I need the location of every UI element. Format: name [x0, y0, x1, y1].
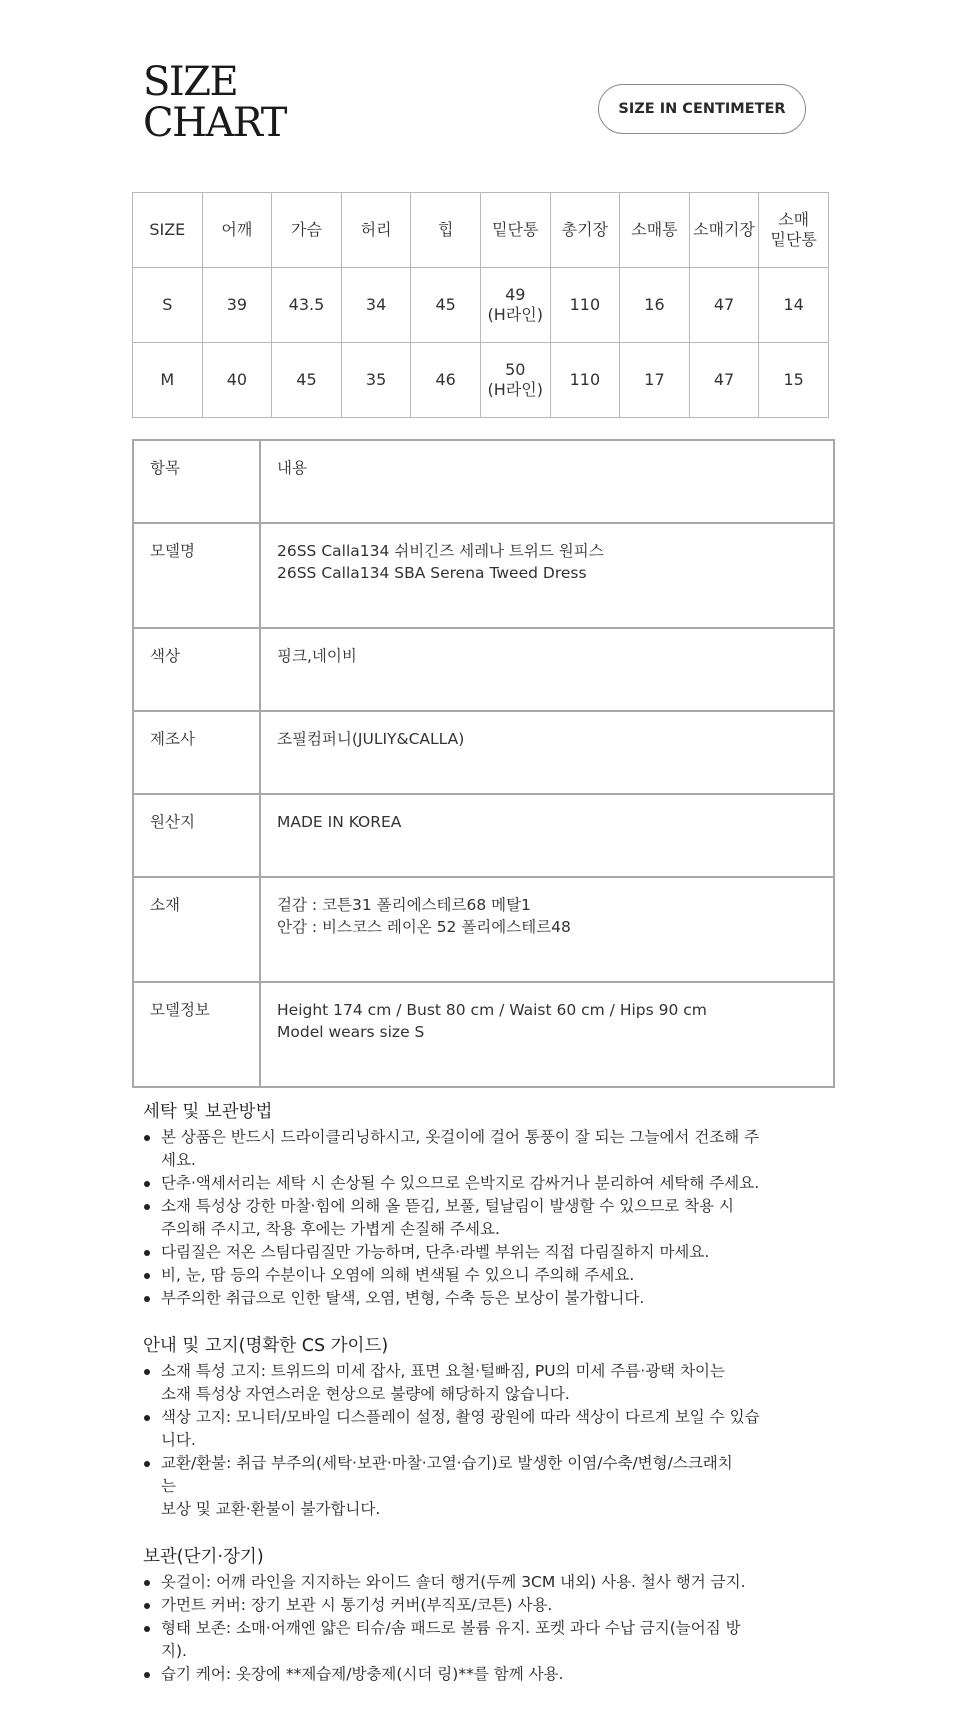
- bullet-list: [143, 1571, 843, 1686]
- section-title: 안내 및 고지(명확한 CS 가이드): [143, 1336, 389, 1356]
- info-row-color: [133, 628, 834, 711]
- size-header-cell: SIZE: [133, 193, 203, 268]
- size-cell: 45: [272, 343, 342, 418]
- list-item: 교환/환불: 취급 부주의(세탁·보관·마찰·고열·습기)로 발생한 이염/수축/변형/스크래치 는 보상 및 교환·환불이 불가합니다.: [143, 1452, 843, 1521]
- info-table-header: [133, 440, 834, 523]
- bullet-icon: [144, 1580, 150, 1586]
- info-key: 모델정보: [133, 982, 260, 1087]
- info-key: 모델명: [133, 523, 260, 628]
- list-item: 부주의한 취급으로 인한 탈색, 오염, 변형, 수축 등은 보상이 불가합니다.: [143, 1287, 843, 1310]
- size-cell: 43.5: [272, 268, 342, 343]
- info-value: 26SS Calla134 쉬비긴즈 세레나 트위드 원피스 26SS Calla134 SBA Serena Tweed Dress: [260, 523, 834, 628]
- bullet-icon: [144, 1204, 150, 1210]
- bullet-list: [143, 1360, 843, 1521]
- info-key: 색상: [133, 628, 260, 711]
- list-item: 본 상품은 반드시 드라이클리닝하시고, 옷걸이에 걸어 통풍이 잘 되는 그늘에서 건조해 주 세요.: [143, 1126, 843, 1172]
- list-item: 형태 보존: 소매·어깨엔 얇은 티슈/솜 패드로 볼륨 유지. 포켓 과다 수납 금지(늘어짐 방 지).: [143, 1617, 843, 1663]
- size-cell: 34: [341, 268, 411, 343]
- size-table-row: [133, 343, 829, 418]
- title-line-2: CHART: [143, 100, 286, 146]
- bullet-icon: [144, 1250, 150, 1256]
- info-key: 원산지: [133, 794, 260, 877]
- info-row-model-name: [133, 523, 834, 628]
- bullet-icon: [144, 1369, 150, 1375]
- bullet-icon: [144, 1273, 150, 1279]
- list-item: 소재 특성상 강한 마찰·힘에 의해 올 뜯김, 보풀, 털날림이 발생할 수 있으므로 착용 시 주의해 주시고, 착용 후에는 가볍게 손질해 주세요.: [143, 1195, 843, 1241]
- info-key: 항목: [133, 440, 260, 523]
- section-storage: [143, 1545, 843, 1686]
- bullet-list: [143, 1126, 843, 1310]
- size-cell: 50 (H라인): [480, 343, 550, 418]
- info-row-model-info: [133, 982, 834, 1087]
- list-item: 습기 케어: 옷장에 **제습제/방충제(시더 링)**를 함께 사용.: [143, 1663, 843, 1686]
- size-header-cell: 총기장: [550, 193, 620, 268]
- size-cell: 39: [202, 268, 272, 343]
- section-cs-guide: [143, 1334, 843, 1521]
- bullet-icon: [144, 1461, 150, 1467]
- size-unit-badge: SIZE IN CENTIMETER: [598, 84, 806, 134]
- size-cell: 45: [411, 268, 481, 343]
- size-header-cell: 소매통: [620, 193, 690, 268]
- list-item: 색상 고지: 모니터/모바일 디스플레이 설정, 촬영 광원에 따라 색상이 다르게 보일 수 있습 니다.: [143, 1406, 843, 1452]
- info-value: 핑크,네이비: [260, 628, 834, 711]
- list-item: 소재 특성 고지: 트위드의 미세 잡사, 표면 요철·털빠짐, PU의 미세 주름·광택 차이는 소재 특성상 자연스러운 현상으로 불량에 해당하지 않습니다.: [143, 1360, 843, 1406]
- list-item: 다림질은 저온 스팀다림질만 가능하며, 단추·라벨 부위는 직접 다림질하지 마세요.: [143, 1241, 843, 1264]
- size-table-header: [133, 193, 829, 268]
- size-cell: 16: [620, 268, 690, 343]
- bullet-icon: [144, 1296, 150, 1302]
- bullet-icon: [144, 1672, 150, 1678]
- care-notes: [143, 1100, 843, 1710]
- bullet-icon: [144, 1603, 150, 1609]
- section-title: 세탁 및 보관방법: [143, 1102, 273, 1122]
- title-line-1: SIZE: [143, 59, 238, 105]
- list-item: 단추·액세서리는 세탁 시 손상될 수 있으므로 은박지로 감싸거나 분리하여 세탁해 주세요.: [143, 1172, 843, 1195]
- info-key: 제조사: [133, 711, 260, 794]
- size-table: [132, 192, 829, 418]
- size-header-cell: 밑단통: [480, 193, 550, 268]
- size-header-cell: 허리: [341, 193, 411, 268]
- info-value: Height 174 cm / Bust 80 cm / Waist 60 cm / Hips 90 cm Model wears size S: [260, 982, 834, 1087]
- size-cell: M: [133, 343, 203, 418]
- section-washing-storage: [143, 1100, 843, 1310]
- bullet-icon: [144, 1135, 150, 1141]
- info-value: 겉감 : 코튼31 폴리에스테르68 메탈1 안감 : 비스코스 레이온 52 폴리에스테르48: [260, 877, 834, 982]
- info-value: MADE IN KOREA: [260, 794, 834, 877]
- info-row-material: [133, 877, 834, 982]
- list-item: 옷걸이: 어깨 라인을 지지하는 와이드 숄더 행거(두께 3CM 내외) 사용. 철사 행거 금지.: [143, 1571, 843, 1594]
- size-cell: 35: [341, 343, 411, 418]
- size-header-cell: 어깨: [202, 193, 272, 268]
- size-cell: 110: [550, 343, 620, 418]
- info-row-origin: [133, 794, 834, 877]
- size-header-cell: 힙: [411, 193, 481, 268]
- size-header-cell: 소매기장: [689, 193, 759, 268]
- size-cell: 40: [202, 343, 272, 418]
- size-cell: 47: [689, 343, 759, 418]
- size-cell: 47: [689, 268, 759, 343]
- bullet-icon: [144, 1181, 150, 1187]
- list-item: 가먼트 커버: 장기 보관 시 통기성 커버(부직포/코튼) 사용.: [143, 1594, 843, 1617]
- info-key: 소재: [133, 877, 260, 982]
- size-table-row: [133, 268, 829, 343]
- bullet-icon: [144, 1626, 150, 1632]
- page-title: [143, 59, 286, 146]
- size-cell: 46: [411, 343, 481, 418]
- size-cell: 17: [620, 343, 690, 418]
- info-value: 조필컴퍼니(JULIY&CALLA): [260, 711, 834, 794]
- size-cell: 110: [550, 268, 620, 343]
- size-cell: 15: [759, 343, 829, 418]
- size-header-cell: 가슴: [272, 193, 342, 268]
- size-cell: 49 (H라인): [480, 268, 550, 343]
- size-cell: 14: [759, 268, 829, 343]
- list-item: 비, 눈, 땀 등의 수분이나 오염에 의해 변색될 수 있으니 주의해 주세요.: [143, 1264, 843, 1287]
- size-cell: S: [133, 268, 203, 343]
- section-title: 보관(단기·장기): [143, 1547, 264, 1567]
- size-header-cell: 소매 밑단통: [759, 193, 829, 268]
- info-value: 내용: [260, 440, 834, 523]
- info-row-manufacturer: [133, 711, 834, 794]
- bullet-icon: [144, 1415, 150, 1421]
- product-info-table: [132, 439, 835, 1088]
